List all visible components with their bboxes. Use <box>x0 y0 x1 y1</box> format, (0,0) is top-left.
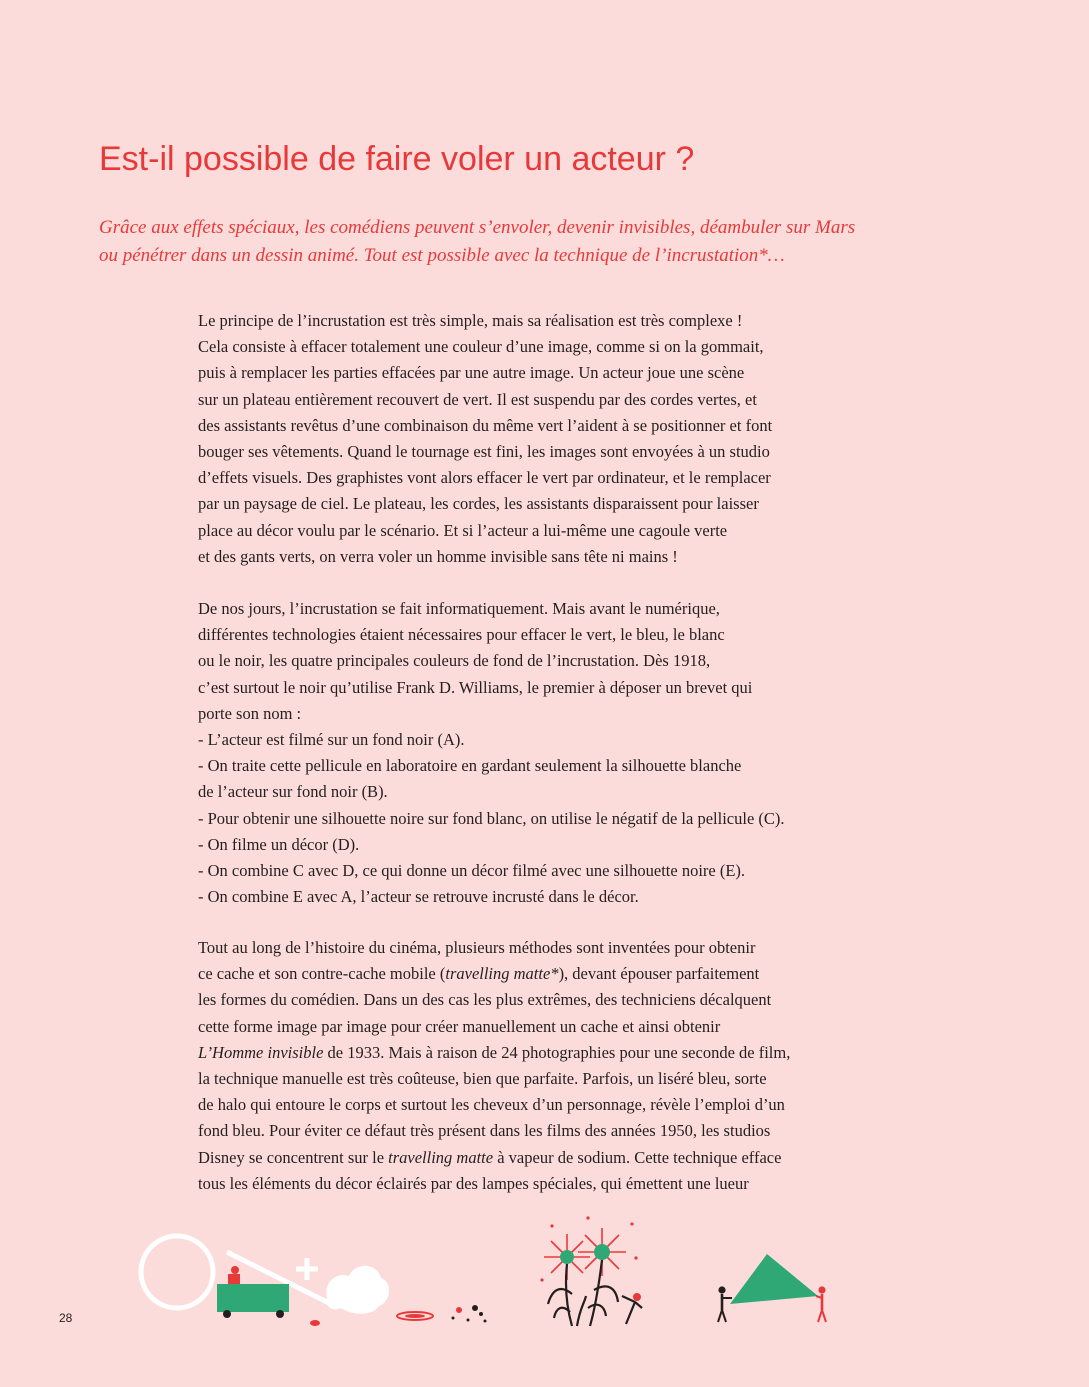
text-line <box>198 1040 858 1066</box>
page-number: 28 <box>59 1311 73 1325</box>
list-item: - On combine E avec A, l’acteur se retrouve incrusté dans le décor. <box>198 887 639 907</box>
text-line <box>198 961 858 987</box>
film-title-italic: L’Homme invisible <box>198 1042 324 1062</box>
list-item: - On combine C avec D, ce qui donne un décor filmé avec une silhouette noire (E). <box>198 860 746 880</box>
text-fragment: de 1933. Mais à raison de 24 photographies pour une seconde de film, <box>323 1042 791 1062</box>
intro-line: Grâce aux effets spéciaux, les comédiens peuvent s’envoler, devenir invisibles, déambuler sur Mars <box>99 217 856 238</box>
list-item: - On filme un décor (D). <box>198 834 360 854</box>
text-line: c’est surtout le noir qu’utilise Frank D. Williams, le premier à déposer un brevet qui <box>198 677 753 697</box>
list-item: - L’acteur est filmé sur un fond noir (A). <box>198 729 465 749</box>
text-line: puis à remplacer les parties effacées par une autre image. Un acteur joue une scène <box>198 363 745 383</box>
text-line: Cela consiste à effacer totalement une couleur d’une image, comme si on la gommait, <box>198 337 764 357</box>
text-line: De nos jours, l’incrustation se fait informatiquement. Mais avant le numérique, <box>198 599 720 618</box>
list-item: - Pour obtenir une silhouette noire sur fond blanc, on utilise le négatif de la pellicule (C). <box>198 808 785 828</box>
text-line: cette forme image par image pour créer manuellement un cache et ainsi obtenir <box>198 1016 721 1036</box>
text-line: différentes technologies étaient nécessaires pour effacer le vert, le bleu, le blanc <box>198 625 725 645</box>
intro-line: ou pénétrer dans un dessin animé. Tout est possible avec la technique de l’incrustation*… <box>99 245 785 266</box>
magnifier-cart-illustration <box>135 1228 500 1333</box>
text-line: et des gants verts, on verra voler un homme invisible sans tête ni mains ! <box>198 546 678 566</box>
text-line: par un paysage de ciel. Le plateau, les cordes, les assistants disparaissent pour laisser <box>198 494 759 514</box>
intro-lead <box>99 214 899 270</box>
text-line: Le principe de l’incrustation est très simple, mais sa réalisation est très complexe ! <box>198 311 743 330</box>
text-line <box>198 1145 858 1171</box>
text-line: tous les éléments du décor éclairés par des lampes spéciales, qui émettent une lueur <box>198 1173 749 1193</box>
text-line: d’effets visuels. Des graphistes vont alors effacer le vert par ordinateur, et le remplacer <box>198 468 771 488</box>
text-line: des assistants revêtus d’une combinaison du même vert l’aident à se positionner et font <box>198 415 773 435</box>
text-line: sur un plateau entièrement recouvert de vert. Il est suspendu par des cordes vertes, et <box>198 389 757 409</box>
text-line: place au décor voulu par le scénario. Et si l’acteur a lui-même une cagoule verte <box>198 520 728 540</box>
list-item: de l’acteur sur fond noir (B). <box>198 782 388 802</box>
paragraph-history <box>198 596 858 910</box>
text-line: de halo qui entoure le corps et surtout les cheveux d’un personnage, révèle l’emploi d’un <box>198 1095 785 1115</box>
text-fragment: Disney se concentrent sur le <box>198 1147 389 1167</box>
text-line: bouger ses vêtements. Quand le tournage est fini, les images sont envoyées à un studio <box>198 441 770 461</box>
paragraph-methods <box>198 935 858 1197</box>
text-line: la technique manuelle est très coûteuse, bien que parfaite. Parfois, un liséré bleu, sorte <box>198 1068 767 1088</box>
term-italic: travelling matte* <box>445 964 559 984</box>
text-line: ou le noir, les quatre principales couleurs de fond de l’incrustation. Dès 1918, <box>198 651 711 671</box>
text-line: Tout au long de l’histoire du cinéma, plusieurs méthodes sont inventées pour obtenir <box>198 938 756 957</box>
text-line: les formes du comédien. Dans un des cas les plus extrêmes, des techniciens décalquent <box>198 990 772 1010</box>
green-tent-illustration <box>712 1250 832 1330</box>
term-italic: travelling matte <box>388 1147 494 1167</box>
list-item: - On traite cette pellicule en laboratoire en gardant seulement la silhouette blanche <box>198 756 742 776</box>
page-title: Est-il possible de faire voler un acteur ? <box>99 140 695 178</box>
fireworks-illustration <box>532 1212 662 1332</box>
text-fragment: à vapeur de sodium. Cette technique efface <box>493 1147 782 1167</box>
text-line: porte son nom : <box>198 703 302 723</box>
paragraph-principle <box>198 308 858 570</box>
text-line: fond bleu. Pour éviter ce défaut très présent dans les films des années 1950, les studios <box>198 1121 771 1141</box>
text-fragment: ), devant épouser parfaitement <box>558 964 760 984</box>
text-fragment: ce cache et son contre-cache mobile ( <box>198 964 446 984</box>
